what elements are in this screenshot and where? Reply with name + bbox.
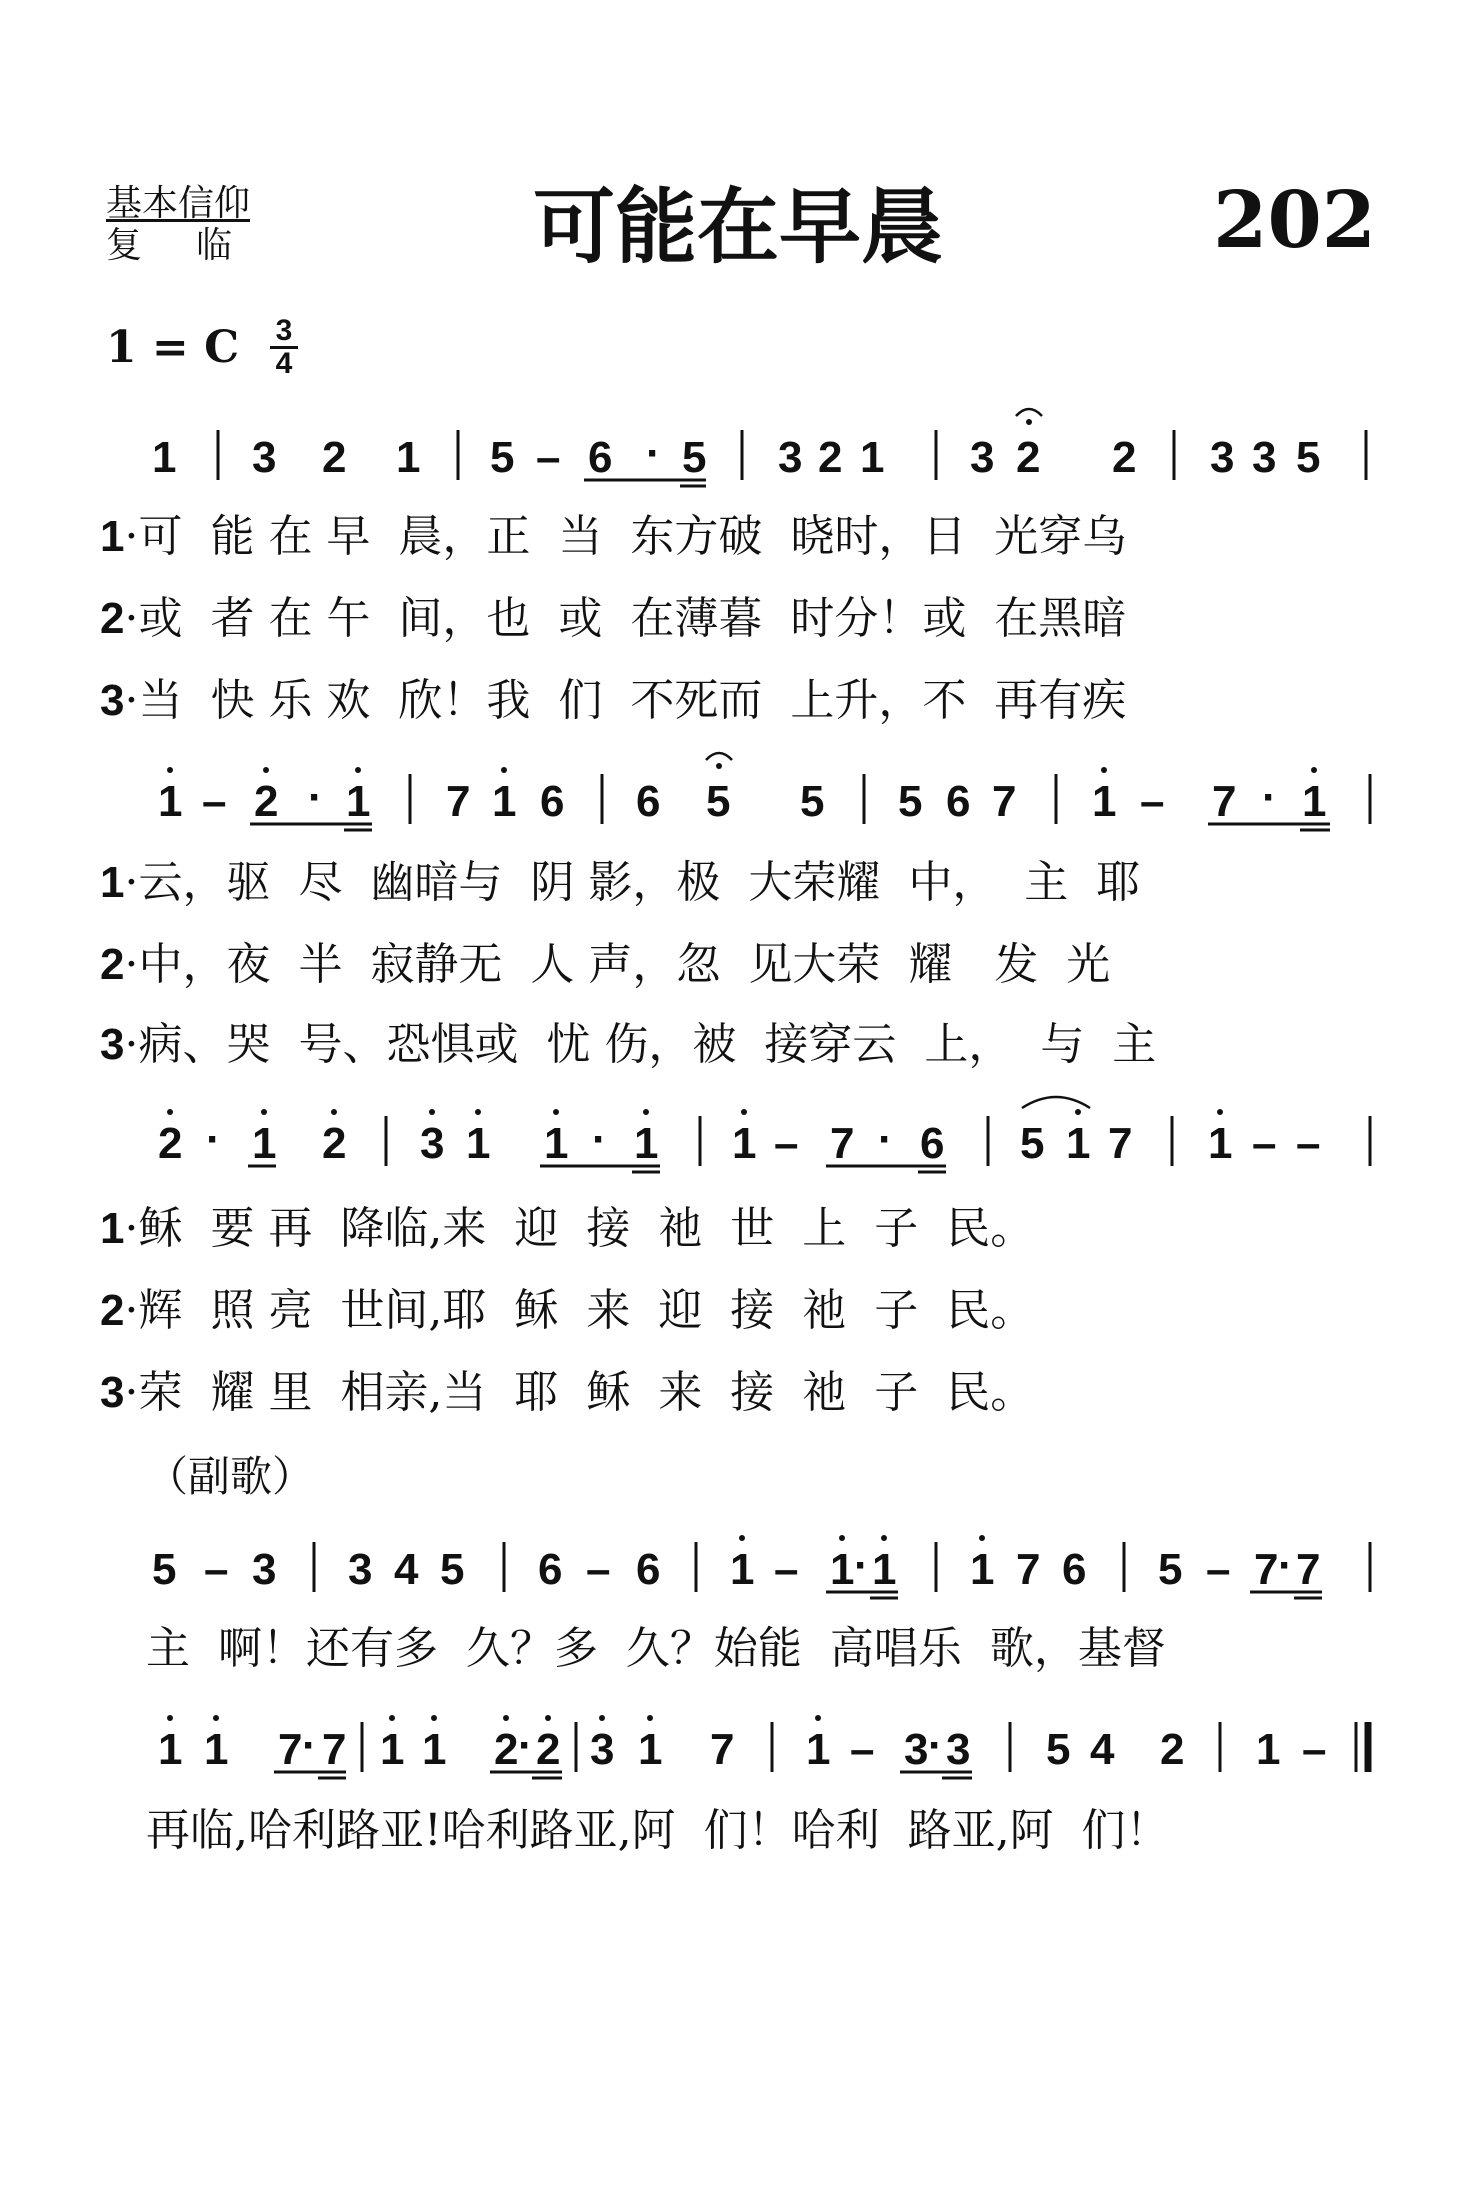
dot: ·	[1262, 773, 1277, 822]
note: 3	[348, 1545, 373, 1594]
note: –	[1140, 777, 1165, 826]
octave-dot	[839, 1535, 845, 1541]
hymn-number: 202	[1213, 175, 1376, 266]
note: –	[774, 1119, 799, 1168]
key-signature: 1 = C	[106, 322, 240, 373]
lyric-text: 病、哭 号、恐惧或 忧 伤，被 接穿云 上， 与 主	[138, 1019, 1157, 1070]
note: 5	[1046, 1725, 1071, 1774]
dot: ·	[592, 1115, 607, 1164]
dot: ·	[1278, 1541, 1293, 1590]
note: 1	[1302, 777, 1327, 826]
lyric-line: 2·或 者 在 午 间，也 或 在薄暮 时分！或 在黑暗	[100, 593, 1127, 644]
lyric-line	[146, 1624, 1446, 1674]
note: 5	[898, 777, 923, 826]
octave-dot	[355, 767, 361, 773]
octave-dot	[501, 767, 507, 773]
note: –	[774, 1545, 799, 1594]
lyric-line: 1·稣 要 再 降临,来 迎 接 祂 世 上 子 民。	[100, 1203, 1035, 1254]
note: 6	[540, 777, 565, 826]
octave-dot	[979, 1535, 985, 1541]
lyric-line: 2·辉 照 亮 世间,耶 稣 来 迎 接 祂 子 民。	[100, 1285, 1035, 1336]
note: 6	[636, 777, 661, 826]
note: 6	[1062, 1545, 1087, 1594]
verse-number: 1	[100, 858, 125, 907]
octave-dot	[1101, 767, 1107, 773]
meter-top: 3	[270, 316, 298, 349]
notation-svg-3	[0, 1110, 1476, 1180]
octave-dot	[389, 1715, 395, 1721]
lyric-text: 辉 照 亮 世间,耶 稣 来 迎 接 祂 子 民。	[138, 1285, 1035, 1336]
dot: ·	[302, 1721, 317, 1770]
lyric-line: 1·云，驱 尽 幽暗与 阴 影，极 大荣耀 中， 主 耶	[100, 857, 1141, 908]
verse-number: 3	[100, 1368, 125, 1417]
note: 3	[252, 1545, 277, 1594]
octave-dot	[643, 1109, 649, 1115]
octave-dot	[503, 1715, 509, 1721]
note: 5	[682, 433, 707, 482]
notation-line	[0, 1536, 1476, 1596]
octave-dot	[167, 1109, 173, 1115]
note: 7	[278, 1725, 303, 1774]
octave-dot	[213, 1715, 219, 1721]
notation-line	[0, 768, 1476, 828]
octave-dot	[263, 767, 269, 773]
octave-dot	[429, 1109, 435, 1115]
note: 2	[1016, 433, 1041, 482]
verse-number: 1	[100, 1204, 125, 1253]
octave-dot	[1217, 1109, 1223, 1115]
lyric-text: 稣 要 再 降临,来 迎 接 祂 世 上 子 民。	[138, 1203, 1035, 1254]
notation-svg-1	[0, 424, 1476, 494]
notation-svg-5	[0, 1716, 1476, 1786]
notation-svg-2	[0, 768, 1476, 838]
note: –	[1302, 1725, 1327, 1774]
note: 3	[778, 433, 803, 482]
notation-line	[0, 424, 1476, 484]
note: 1	[204, 1725, 229, 1774]
time-signature	[270, 316, 298, 379]
octave-dot	[545, 1715, 551, 1721]
note: 1	[380, 1725, 405, 1774]
octave-dot	[1311, 767, 1317, 773]
hymn-title: 可能在早晨	[532, 180, 943, 275]
octave-dot	[167, 767, 173, 773]
octave-dot	[167, 1715, 173, 1721]
slur	[1022, 1097, 1090, 1108]
note: 6	[636, 1545, 661, 1594]
note: –	[1252, 1119, 1277, 1168]
note: 1	[466, 1119, 491, 1168]
notation-svg-4	[0, 1536, 1476, 1606]
verse-number: 3	[100, 1020, 125, 1069]
note: –	[586, 1545, 611, 1594]
note: 1	[1092, 777, 1117, 826]
note: –	[1206, 1545, 1231, 1594]
note: 7	[1016, 1545, 1041, 1594]
dot: ·	[206, 1115, 221, 1164]
lyric-line: 3·病、哭 号、恐惧或 忧 伤，被 接穿云 上， 与 主	[100, 1019, 1157, 1070]
verse-number: 1	[100, 512, 125, 561]
lyric-text: 云，驱 尽 幽暗与 阴 影，极 大荣耀 中， 主 耶	[138, 857, 1141, 908]
note: 1	[492, 777, 517, 826]
note: 3	[590, 1725, 615, 1774]
note: 6	[538, 1545, 563, 1594]
note: 1	[544, 1119, 569, 1168]
note: 3	[252, 433, 277, 482]
note: 2	[322, 1119, 347, 1168]
note: 1	[830, 1545, 855, 1594]
fermata	[706, 753, 732, 760]
note: 3	[970, 433, 995, 482]
chorus-label: （副歌）	[146, 1452, 315, 1501]
note: 1	[860, 433, 885, 482]
note: 2	[494, 1725, 519, 1774]
lyric-line: 3·当 快 乐 欢 欣！我 们 不死而 上升，不 再有疾	[100, 675, 1127, 726]
note: 2	[254, 777, 279, 826]
lyric-line: 3·荣 耀 里 相亲,当 耶 稣 来 接 祂 子 民。	[100, 1367, 1035, 1418]
octave-dot	[431, 1715, 437, 1721]
octave-dot	[599, 1715, 605, 1721]
octave-dot	[647, 1715, 653, 1721]
note: 7	[830, 1119, 855, 1168]
note: 3	[946, 1725, 971, 1774]
note: 5	[1020, 1119, 1045, 1168]
verse-number: 2	[100, 940, 125, 989]
lyric-line: 1·可 能 在 早 晨，正 当 东方破 晓时，日 光穿乌	[100, 511, 1127, 562]
meter-bottom: 4	[275, 347, 293, 380]
octave-dot	[741, 1109, 747, 1115]
note: 6	[588, 433, 613, 482]
dot: ·	[646, 429, 661, 478]
note: 2	[322, 433, 347, 482]
note: 5	[440, 1545, 465, 1594]
note: –	[1296, 1119, 1321, 1168]
dot: ·	[928, 1721, 943, 1770]
note: 1	[970, 1545, 995, 1594]
notation-line	[0, 1716, 1476, 1776]
octave-dot	[815, 1715, 821, 1721]
verse-number: 3	[100, 676, 125, 725]
subcategory-label: 复临	[106, 225, 287, 266]
note: 1	[730, 1545, 755, 1594]
note: 4	[1090, 1725, 1115, 1774]
verse-number: 2	[100, 594, 125, 643]
lyric-text: 荣 耀 里 相亲,当 耶 稣 来 接 祂 子 民。	[138, 1367, 1035, 1418]
note: 7	[446, 777, 471, 826]
note: 7	[1212, 777, 1237, 826]
note: 5	[1296, 433, 1321, 482]
fermata	[1016, 409, 1042, 416]
verse-number: 2	[100, 1286, 125, 1335]
note: 7	[710, 1725, 735, 1774]
note: 1	[806, 1725, 831, 1774]
note: –	[202, 777, 227, 826]
octave-dot	[261, 1109, 267, 1115]
note: 1	[732, 1119, 757, 1168]
note: 1	[634, 1119, 659, 1168]
octave-dot	[739, 1535, 745, 1541]
lyric-line	[146, 1806, 1446, 1856]
lyric-text: 或 者 在 午 间，也 或 在薄暮 时分！或 在黑暗	[138, 593, 1127, 644]
note: 3	[1252, 433, 1277, 482]
note: –	[536, 433, 561, 482]
dot: ·	[854, 1541, 869, 1590]
notation-line	[0, 1110, 1476, 1170]
octave-dot	[1026, 419, 1032, 425]
note: 5	[490, 433, 515, 482]
octave-dot	[1075, 1109, 1081, 1115]
note: 1	[252, 1119, 277, 1168]
note: 6	[920, 1119, 945, 1168]
note: 1	[638, 1725, 663, 1774]
note: 2	[1160, 1725, 1185, 1774]
note: 2	[158, 1119, 183, 1168]
note: 7	[1296, 1545, 1321, 1594]
dot: ·	[518, 1721, 533, 1770]
note: 1	[396, 433, 421, 482]
lyric-text: 主 啊！还有多 久？多 久？始能 高唱乐 歌，基督	[146, 1623, 1166, 1674]
note: 6	[946, 777, 971, 826]
note: 7	[992, 777, 1017, 826]
note: 7	[322, 1725, 347, 1774]
note: 3	[420, 1119, 445, 1168]
note: 5	[152, 1545, 177, 1594]
note: 2	[536, 1725, 561, 1774]
note: 2	[818, 433, 843, 482]
note: 2	[1112, 433, 1137, 482]
note: 3	[904, 1725, 929, 1774]
note: 7	[1254, 1545, 1279, 1594]
note: 1	[158, 777, 183, 826]
note: 5	[706, 777, 731, 826]
category-label: 基本信仰	[106, 183, 251, 224]
note: 7	[1108, 1119, 1133, 1168]
octave-dot	[475, 1109, 481, 1115]
note: 3	[1210, 433, 1235, 482]
note: 1	[346, 777, 371, 826]
note: –	[850, 1725, 875, 1774]
octave-dot	[881, 1535, 887, 1541]
fermata-dot	[716, 763, 722, 769]
note: 1	[152, 433, 177, 482]
note: 1	[1066, 1119, 1091, 1168]
lyric-text: 中，夜 半 寂静无 人 声，忽 见大荣 耀 发 光	[138, 939, 1111, 990]
octave-dot	[553, 1109, 559, 1115]
octave-dot	[331, 1109, 337, 1115]
note: –	[204, 1545, 229, 1594]
note: 4	[394, 1545, 419, 1594]
lyric-line: 2·中，夜 半 寂静无 人 声，忽 见大荣 耀 发 光	[100, 939, 1111, 990]
note: 1	[158, 1725, 183, 1774]
note: 1	[1208, 1119, 1233, 1168]
note: 1	[422, 1725, 447, 1774]
note: 5	[800, 777, 825, 826]
dot: ·	[878, 1115, 893, 1164]
note: 1	[1256, 1725, 1281, 1774]
note: 1	[872, 1545, 897, 1594]
note: 5	[1158, 1545, 1183, 1594]
lyric-text: 再临,哈利路亚!哈利路亚,阿 们！哈利 路亚,阿 们！	[146, 1805, 1170, 1856]
lyric-text: 可 能 在 早 晨，正 当 东方破 晓时，日 光穿乌	[138, 511, 1127, 562]
lyric-text: 当 快 乐 欢 欣！我 们 不死而 上升，不 再有疾	[138, 675, 1127, 726]
dot: ·	[308, 773, 323, 822]
